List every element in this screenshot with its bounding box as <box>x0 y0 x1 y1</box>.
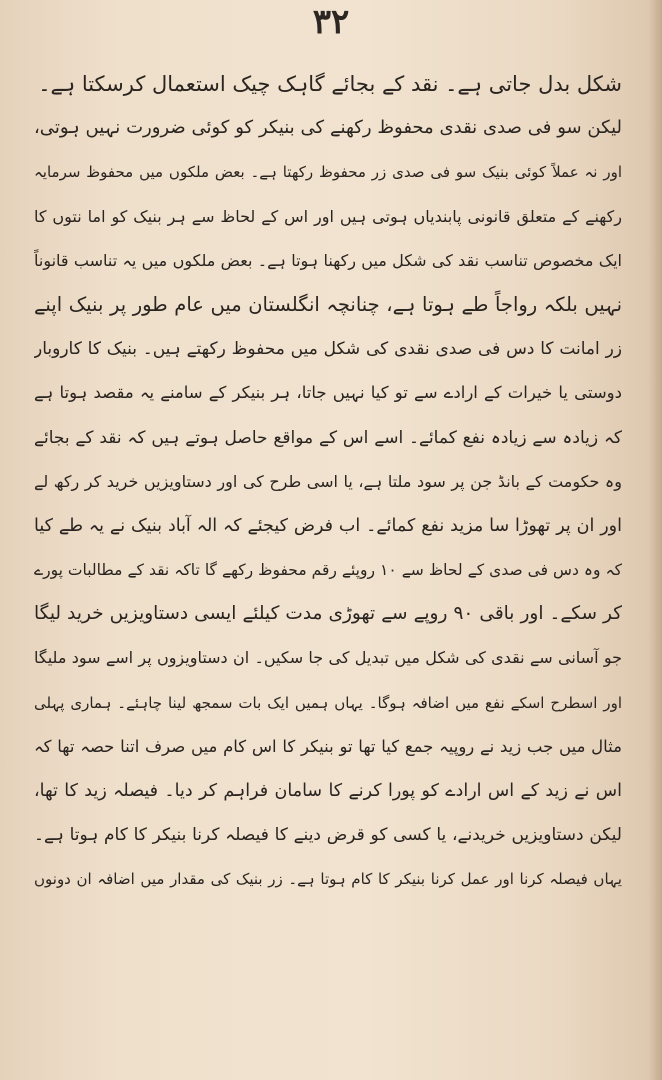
text-line: رکھنے کے متعلق قانونی پابندیاں ہوتی ہیں اور اس کے لحاظ سے ہر بنیک کو اما نتوں کا <box>34 206 622 226</box>
text-line: جو آسانی سے نقدی کی شکل میں تبدیل کی جا سکیں۔ ان دستاویزوں پر اسے سود ملیگا <box>34 648 622 668</box>
text-line: زر امانت کا دس فی صدی نقدی کی شکل میں محفوظ رکھتے ہیں۔ بنیک کا کاروبار <box>34 339 622 360</box>
text-line: اس نے زید کے اس ارادے کو پورا کرنے کا سامان فراہم کر دیا۔ فیصلہ زید کا تھا، <box>34 781 622 801</box>
text-line: کہ زیادہ سے زیادہ نفع کمائے۔ اسے اس کے مواقع حاصل ہوتے ہیں کہ نقد کے بجائے <box>34 427 622 448</box>
text-line: دوستی یا خیرات کے ارادے سے تو کیا نہیں جاتا، ہر بنیکر کے سامنے یہ مقصد ہوتا ہے <box>34 383 622 403</box>
text-line: شکل بدل جاتی ہے۔ نقد کے بجائے گاہک چیک استعمال کرسکتا ہے۔ <box>38 72 622 96</box>
page-number: ۳۲ <box>312 2 350 42</box>
text-line: ایک مخصوص تناسب نقد کی شکل میں رکھنا ہوتا ہے۔ بعض ملکوں میں یہ تناسب قانوناً <box>34 250 622 270</box>
text-line: وہ حکومت کے بانڈ جن پر سود ملتا ہے، یا اسی طرح کی اور دستاویزیں خرید کر رکھ لے <box>34 471 622 491</box>
text-line: اور نہ عملاً کوئی بنیک سو فی صدی زر محفوظ رکھتا ہے۔ بعض ملکوں میں محفوظ سرمایہ <box>34 163 622 182</box>
text-line: کر سکے۔ اور باقی ۹۰ روپے سے تھوڑی مدت کیلئے ایسی دستاویزیں خرید لیگا <box>34 603 622 625</box>
text-line: اور اسطرح اسکے نفع میں اضافہ ہوگا۔ یہاں ہمیں ایک بات سمجھ لینا چاہئے۔ ہماری پہلی <box>34 693 622 712</box>
text-line: کہ وہ دس فی صدی کے لحاظ سے ۱۰ روپئے رقم محفوظ رکھے گا تاکہ نقد کے مطالبات پورے <box>34 561 622 580</box>
body-text <box>34 62 622 902</box>
text-line: لیکن دستاویزیں خریدنے، یا کسی کو قرض دینے کا فیصلہ کرنا بنیکر کا کام ہوتا ہے۔ <box>34 825 622 846</box>
text-line: یہاں فیصلہ کرنا اور عمل کرنا بنیکر کا کام ہوتا ہے۔ زر بنیک کی مقدار میں اضافہ ان دونوں <box>34 870 622 889</box>
text-line: اور ان پر تھوڑا سا مزید نفع کمائے۔ اب فرض کیجئے کہ الہ آباد بنیک نے یہ طے کیا <box>34 515 622 536</box>
text-line: نہیں بلکہ رواجاً طے ہوتا ہے، چنانچہ انگلستان میں عام طور پر بنیک اپنے <box>34 292 622 316</box>
text-line: لیکن سو فی صدی نقدی محفوظ رکھنے کی بنیکر کو کوئی ضرورت نہیں ہوتی، <box>34 117 622 139</box>
text-line: مثال میں جب زید نے روپیہ جمع کیا تھا تو بنیکر کا اس کام میں صرف اتنا حصہ تھا کہ <box>34 736 622 756</box>
